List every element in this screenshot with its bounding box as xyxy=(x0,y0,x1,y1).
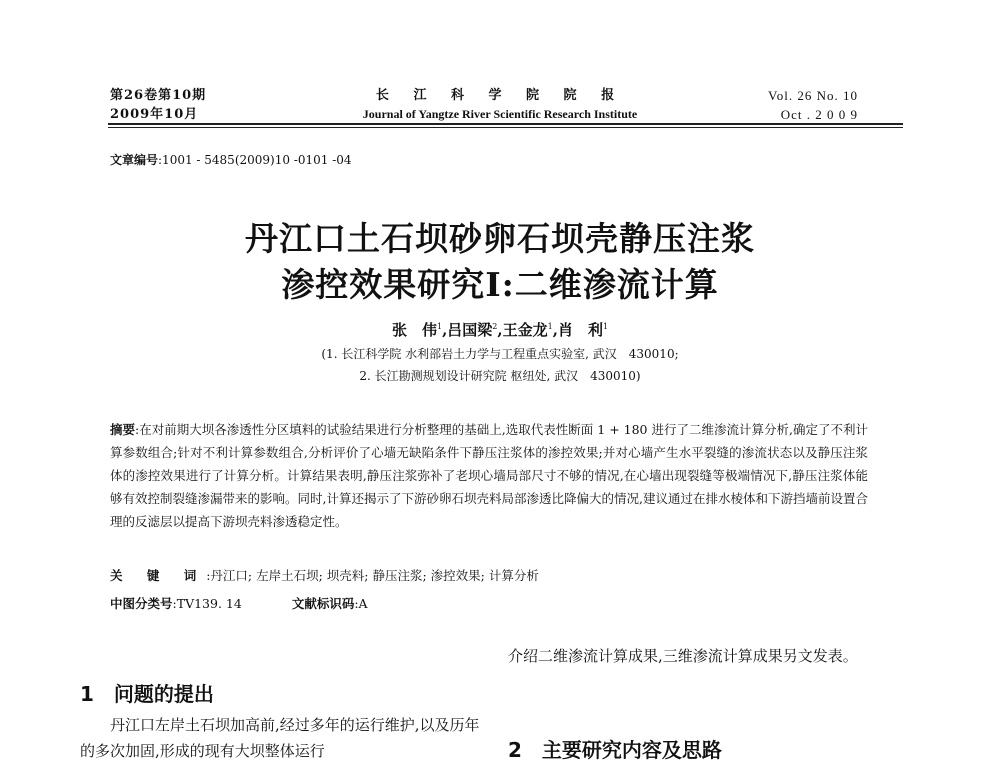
section-1-text: 丹江口左岸土石坝加高前,经过多年的运行维护,以及历年的多次加固,形成的现有大坝整体运行 xyxy=(80,716,480,760)
article-number xyxy=(110,151,352,168)
affiliation-line-2: 2. 长江勘测规划设计研究院 枢纽处, 武汉 430010) xyxy=(359,369,641,383)
journal-name-cn: 长 江 科 学 院 院 报 xyxy=(375,88,625,103)
clc-value: :TV139. 14 xyxy=(172,596,242,611)
header-rule-thin xyxy=(108,127,903,128)
author-affil-mark: 1 xyxy=(602,322,609,331)
abstract-text: :在对前期大坝各渗透性分区填料的试验结果进行分析整理的基础上,选取代表性断面 1 + 180 进行了二维渗流计算分析,确定了不利计算参数组合;针对不利计算参数组合,分析评价了心墙无缺陷条件下静压注浆体的渗控效果;并对心墙产生水平裂缝的渗流状态以及静压注浆体的渗控效果进行了计算分析。计算结果表明,静压注浆弥补了老坝心墙局部尺寸不够的情况,在心墙出现裂缝等极端情况下,静压注浆体能够有效控制裂缝渗漏带来的影响。同时,计算还揭示了下游砂卵石坝壳料局部渗透比降偏大的情况,建议通过在排水棱体和下游挡墙前设置合理的反滤层以提高下游坝壳料渗透稳定性。 xyxy=(110,422,868,529)
date-line: 2009年10月 xyxy=(110,107,199,122)
author-name: ,吕国梁 xyxy=(442,321,493,339)
title-line-2: 渗控效果研究Ⅰ:二维渗流计算 xyxy=(281,265,719,304)
author-name: 张 伟 xyxy=(391,321,437,339)
right-column-text: 介绍二维渗流计算成果,三维渗流计算成果另文发表。 xyxy=(508,647,858,665)
keywords-label: 关 键 词 xyxy=(110,568,207,583)
keywords xyxy=(110,566,539,584)
month-line: Oct . 2 0 0 9 xyxy=(780,107,858,122)
volume-line: Vol. 26 No. 10 xyxy=(768,88,858,103)
doc-code-value: :A xyxy=(354,596,368,611)
author-affil-mark: 1 xyxy=(547,322,553,331)
header-rule-thick xyxy=(108,123,903,125)
article-number-value: :1001 - 5485(2009)10 -0101 -04 xyxy=(158,153,352,167)
abstract xyxy=(110,418,868,533)
author-name: ,肖 利 xyxy=(552,321,603,339)
title-line-1: 丹江口土石坝砂卵石坝壳静压注浆 xyxy=(245,219,755,258)
volume-info xyxy=(768,86,858,124)
journal-name-en: Journal of Yangtze River Scientific Research Institute xyxy=(362,107,638,121)
section-2-heading: 2 主要研究内容及思路 xyxy=(508,738,722,762)
affiliation-line-1: (1. 长江科学院 水利部岩土力学与工程重点实验室, 武汉 430010; xyxy=(321,347,679,361)
doc-code-label: 文献标识码 xyxy=(291,596,355,611)
issue-line: 第26卷第10期 xyxy=(110,88,207,103)
article-number-label: 文章编号 xyxy=(110,153,159,167)
keywords-text: :丹江口; 左岸土石坝; 坝壳料; 静压注浆; 渗控效果; 计算分析 xyxy=(206,568,539,583)
abstract-label: 摘要 xyxy=(110,422,136,437)
author-list xyxy=(200,319,800,340)
classification xyxy=(110,594,368,612)
author-affil-mark: 1 xyxy=(436,322,443,331)
author-affil-mark: 2 xyxy=(492,322,498,331)
section-1-heading: 1 问题的提出 xyxy=(80,682,214,706)
journal-name xyxy=(300,84,700,122)
author-name: ,王金龙 xyxy=(497,321,548,339)
clc-label: 中图分类号 xyxy=(110,596,173,611)
issue-info xyxy=(110,86,206,124)
